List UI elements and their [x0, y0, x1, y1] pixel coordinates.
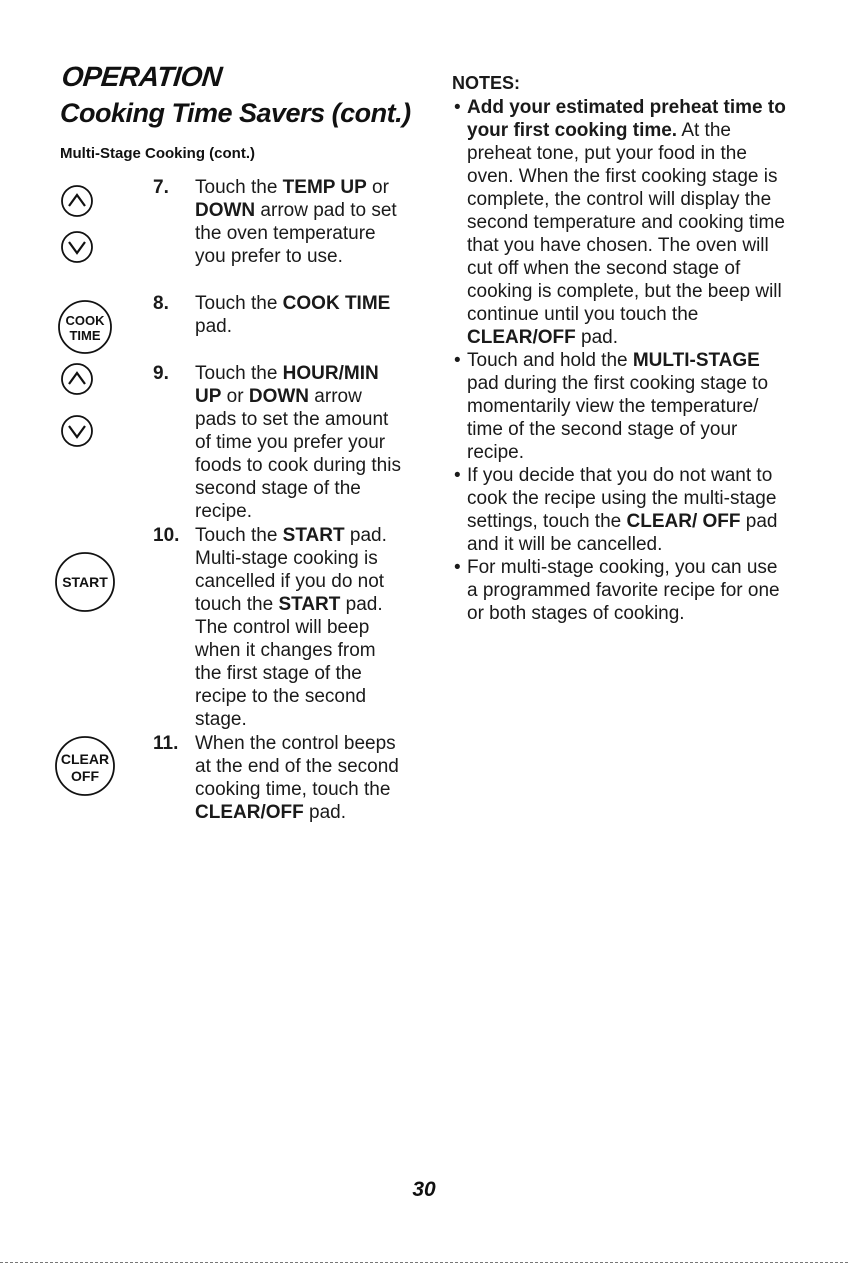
footer-rule — [0, 1262, 848, 1263]
text-segment: When the control beeps at the end of the second cooking time, touch the — [195, 733, 399, 800]
clear-off-pad-icon — [53, 734, 117, 798]
clear-label-line1: CLEAR — [60, 751, 110, 767]
note-text — [467, 349, 792, 464]
notes-section — [452, 72, 792, 625]
bold-text: CLEAR/OFF — [195, 802, 304, 823]
bold-text: COOK TIME — [282, 293, 391, 314]
bold-text: START — [278, 594, 341, 615]
bold-text: CLEAR/OFF — [467, 327, 576, 348]
text-segment: pad. Multi-stage cooking is cancelled if you do not touch the — [195, 525, 387, 615]
note-text — [467, 464, 792, 556]
step-number: 8. — [153, 293, 169, 314]
text-segment: Touch the — [195, 363, 283, 384]
text-segment: pad. — [575, 327, 618, 348]
hour-min-down-arrow-pad-icon — [60, 414, 94, 448]
temp-up-arrow-pad-icon — [60, 184, 94, 218]
cook-time-label-line2: TIME — [69, 328, 101, 343]
page-number: 30 — [412, 1178, 436, 1201]
bullet-icon: • — [454, 465, 461, 486]
text-segment: Touch and hold the — [467, 350, 633, 371]
start-pad-icon — [53, 550, 117, 614]
text-segment: pad and it will be cancelled. — [467, 511, 778, 555]
step-number: 11. — [153, 733, 179, 754]
bold-text: CLEAR/ OFF — [626, 511, 741, 532]
note-text — [467, 96, 792, 349]
step-text — [195, 524, 405, 731]
step-number: 7. — [153, 177, 169, 198]
bullet-icon: • — [454, 97, 461, 118]
bold-text: TEMP UP — [282, 177, 367, 198]
text-segment: pad. — [195, 316, 232, 337]
text-segment: pad. — [303, 802, 346, 823]
temp-down-arrow-pad-icon — [60, 230, 94, 264]
text-segment: arrow pads to set the amount of time you prefer your foods to cook during this second stage of the recipe. — [195, 386, 401, 522]
bold-text: MULTI-STAGE — [632, 350, 760, 371]
page-title: OPERATION — [60, 61, 224, 92]
step-text — [195, 292, 405, 338]
note-item — [452, 556, 792, 625]
text-segment: pad during the first cooking stage to momentarily view the temperature/ time of the second stage of your recipe. — [467, 373, 769, 463]
text-segment: At the preheat tone, put your food in the oven. When the first cooking stage is complete, the control will display the second temperature and cooking time that you have chosen. The oven will cut off when the second stage of cooking is complete, but the beep will continue until you touch the — [467, 120, 785, 325]
bold-text: DOWN — [195, 200, 256, 221]
text-segment: If you decide that you do not want to cook the recipe using the multi-stage settings, touch the — [467, 465, 777, 532]
cook-time-label-line1: COOK — [65, 313, 105, 328]
hour-min-up-arrow-pad-icon — [60, 362, 94, 396]
clear-label-line2: OFF — [71, 768, 99, 784]
text-segment: arrow pad to set the oven temperature you prefer to use. — [195, 200, 397, 267]
text-segment: Touch the — [195, 293, 283, 314]
note-item — [452, 96, 792, 349]
text-segment: For multi-stage cooking, you can use a programmed favorite recipe for one or both stages of cooking. — [467, 557, 780, 624]
section-heading: Multi-Stage Cooking (cont.) — [60, 145, 255, 162]
page-subtitle: Cooking Time Savers (cont.) — [60, 98, 411, 128]
bullet-icon: • — [454, 557, 461, 578]
step-number: 9. — [153, 363, 169, 384]
bold-text: START — [282, 525, 345, 546]
step-text — [195, 176, 405, 268]
text-segment: or — [366, 177, 389, 198]
text-segment: or — [221, 386, 249, 407]
bold-text: Add your estimated preheat time to your first cooking time. — [467, 97, 786, 141]
start-label: START — [62, 574, 108, 590]
bullet-icon: • — [454, 350, 461, 371]
bold-text: HOUR/MIN UP — [195, 363, 379, 407]
text-segment: Touch the — [195, 177, 283, 198]
step-number: 10. — [153, 525, 180, 546]
bold-text: DOWN — [248, 386, 310, 407]
text-segment: pad. The control will beep when it changes from the first stage of the recipe to the second stage. — [195, 594, 383, 730]
note-text — [467, 556, 792, 625]
notes-heading: NOTES: — [452, 73, 521, 93]
text-segment: Touch the — [195, 525, 283, 546]
cook-time-pad-icon — [56, 298, 114, 356]
note-item — [452, 349, 792, 464]
step-text — [195, 732, 405, 824]
step-text — [195, 362, 405, 523]
note-item — [452, 464, 792, 556]
